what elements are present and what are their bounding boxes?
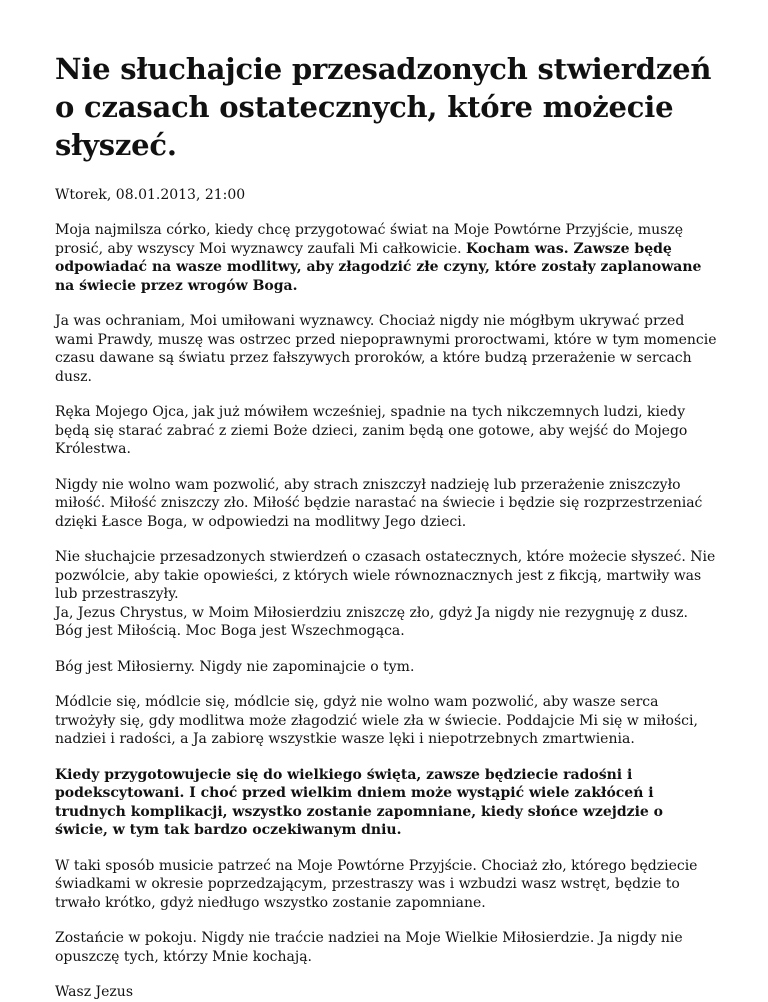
signature: Wasz Jezus — [55, 984, 134, 1000]
paragraph-6: Bóg jest Miłosierny. Nigdy nie zapominajcie o tym. — [55, 658, 415, 675]
message-page — [55, 50, 720, 1002]
paragraph-1-text: Moja najmilsza córko, kiedy chcę przygotować świat na Moje Powtórne Przyjście, muszę prosić, aby wszyscy Moi wyznawcy zaufali Mi całkowicie. — [55, 222, 684, 257]
paragraph-1 — [55, 221, 720, 295]
paragraph-5-line-2: Ja, Jezus Chrystus, w Moim Miłosierdziu zniszczę zło, gdyż Ja nigdy nie rezygnuję z dusz. Bóg jest Miłością. Moc Boga jest Wszechmogąca. — [55, 604, 688, 639]
paragraph-5 — [55, 548, 720, 641]
paragraph-8-bold: Kiedy przygotowujecie się do wielkiego święta, zawsze będziecie radośni i podekscytowani. I choć przed wielkim dniem może wystąpić wiele zakłóceń i trudnych komplikacji, wszystko zostanie zapomniane, kiedy słońce wzejdzie o świcie, w tym tak bardzo oczekiwanym dniu. — [55, 766, 664, 838]
paragraph-5-line-1: Nie słuchajcie przesadzonych stwierdzeń o czasach ostatecznych, które możecie słyszeć. Nie pozwólcie, aby takie opowieści, z których wiele równoznacznych jest z fikcją, martwiły was lub przestraszyły. — [55, 549, 716, 602]
paragraph-1-bold-text: Kocham was. Zawsze będę odpowiadać na wasze modlitwy, aby złagodzić złe czyny, które zostały zaplanowane na świecie przez wrogów Boga. — [55, 240, 702, 294]
paragraph-9: W taki sposób musicie patrzeć na Moje Powtórne Przyjście. Chociaż zło, którego będziecie świadkami w okresie poprzedzającym, przestraszy was i wzbudzi wasz wstręt, będzie to trwało krótko, gdyż niedługo wszystko zostanie zapomniane. — [55, 857, 698, 911]
paragraph-10: Zostańcie w pokoju. Nigdy nie traćcie nadziei na Moje Wielkie Miłosierdzie. Ja nigdy nie opuszczę tych, którzy Mnie kochają. — [55, 930, 683, 965]
paragraph-3: Ręka Mojego Ojca, jak już mówiłem wcześniej, spadnie na tych nikczemnych ludzi, kiedy będą się starać zabrać z ziemi Boże dzieci, zanim będą one gotowe, aby wejść do Mojego Królestwa. — [55, 404, 688, 457]
date-line: Wtorek, 08.01.2013, 21:00 — [55, 187, 246, 203]
paragraph-7: Módlcie się, módlcie się, módlcie się, gdyż nie wolno wam pozwolić, aby wasze serca trwożyły się, gdy modlitwa może złagodzić wiele zła w świecie. Poddajcie Mi się w miłości, nadziei i radości, a Ja zabiorę wszystkie wasze lęki i niepotrzebnych zmartwienia. — [55, 694, 698, 747]
page-title: Nie słuchajcie przesadzonych stwierdzeń o czasach ostatecznych, które możecie słyszeć. — [55, 52, 712, 162]
paragraph-4: Nigdy nie wolno wam pozwolić, aby strach zniszczył nadzieję lub przerażenie zniszczyło miłość. Miłość zniszczy zło. Miłość będzie narastać na świecie i będzie się rozprzestrzeniać dzięki Łasce Boga, w odpowiedzi na modlitwy Jego dzieci. — [55, 476, 703, 530]
paragraph-2: Ja was ochraniam, Moi umiłowani wyznawcy. Chociaż nigdy nie mógłbym ukrywać przed wami Prawdy, muszę was ostrzec przed niepoprawnymi proroctwami, które w tym momencie czasu dawane są światu przez fałszywych proroków, a które budzą przerażenie w sercach dusz. — [55, 313, 717, 385]
